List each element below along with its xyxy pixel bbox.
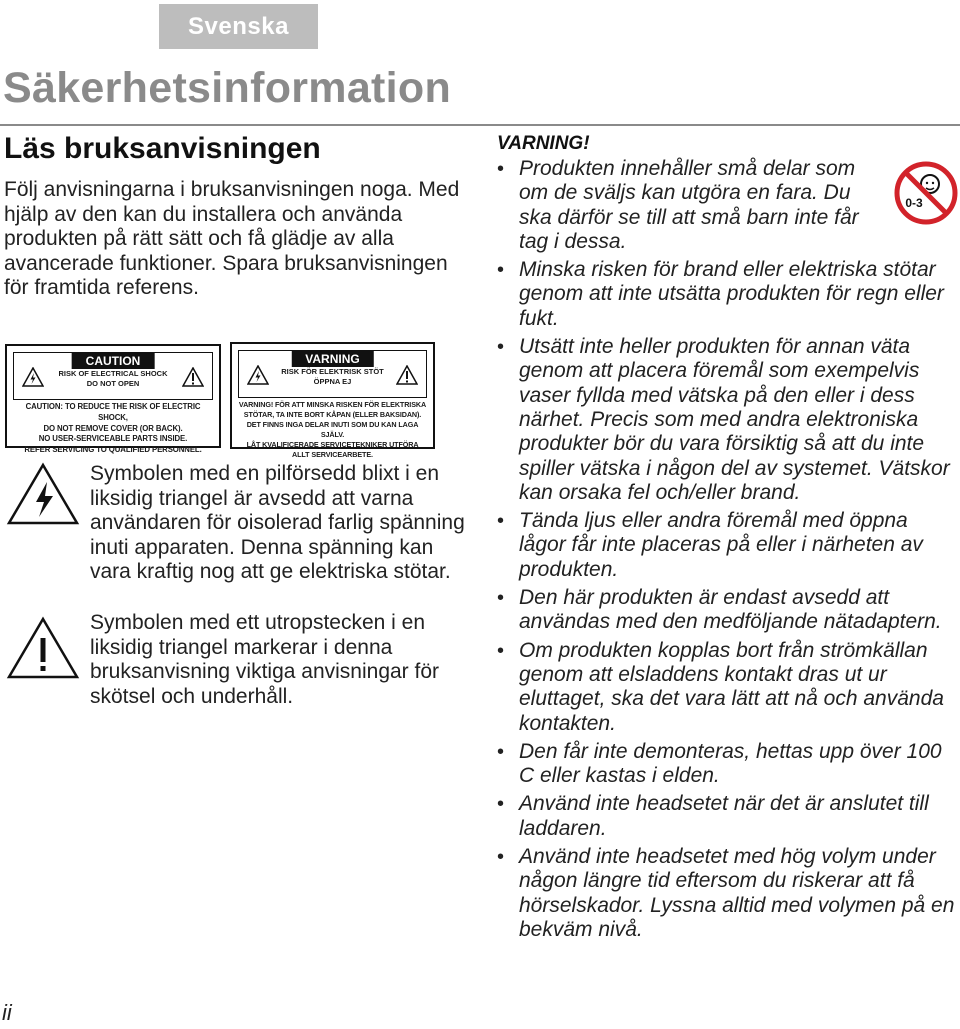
caution-label-body: CAUTION: TO REDUCE THE RISK OF ELECTRIC SHOCK, DO NOT REMOVE COVER (OR BACK). NO USER-SERVICEABLE PARTS INSIDE. REFER SERVICING TO QUALIFIED PERSONNEL. xyxy=(24,402,202,455)
varning-label-header xyxy=(238,350,427,398)
caution-label-subtext: RISK OF ELECTRICAL SHOCK DO NOT OPEN xyxy=(58,369,168,388)
varning-label-body: VARNING! FÖR ATT MINSKA RISKEN FÖR ELEKTRISKA STÖTAR, TA INTE BORT KÅPAN (ELLER BAKSIDAN). DET FINNS INGA DELAR INUTI SOM DU KAN LAGA SJÄLV. LÅT KVALIFICERADE SERVICETEKNIKER UTFÖRA ALLT SERVICEARBETE. xyxy=(238,400,427,459)
caution-label-heading: CAUTION xyxy=(72,353,155,369)
warning-list xyxy=(497,157,957,946)
varning-label-subtext: RISK FÖR ELEKTRISK STÖT ÖPPNA EJ xyxy=(281,367,384,386)
caution-label xyxy=(5,344,221,455)
caution-label-header xyxy=(13,352,213,400)
list-item: • Tända ljus eller andra föremål med öppna lågor får inte placeras på eller i närheten av produkten. xyxy=(497,509,957,582)
varning-label xyxy=(230,342,435,459)
list-item: • Produkten innehåller små delar som om de sväljs kan utgöra en fara. Du ska därför se till att små barn inte får tag i dessa. xyxy=(497,157,957,254)
warning-heading: VARNING! xyxy=(497,133,590,154)
lightning-triangle-icon xyxy=(6,462,80,526)
list-item: • Den här produkten är endast avsedd att användas med den medföljande nätadaptern. xyxy=(497,586,957,635)
language-tab: Svenska xyxy=(159,4,318,49)
exclamation-triangle-icon xyxy=(182,367,204,387)
list-item: • Använd inte headsetet med hög volym under någon längre tid eftersom du riskerar att få hörselskador. Lyssna alltid med volymen på en bekväm nivå. xyxy=(497,845,957,942)
page-number: ii xyxy=(2,1000,12,1025)
page-title: Säkerhetsinformation xyxy=(3,64,452,112)
section-heading: Läs bruksanvisningen xyxy=(4,132,321,165)
list-item: • Den får inte demonteras, hettas upp över 100 C eller kastas i elden. xyxy=(497,740,957,789)
age-icon-label: 0-3 xyxy=(905,196,923,210)
list-item: • Utsätt inte heller produkten för annan väta genom att placera föremål som exempelvis vaser fyllda med vätska på den eller i dess närhet. Precis som med andra elektroniska produkter bör du vara försiktig så att du inte spiller vätska i någon del av systemet. Vätskor kan orsaka fel och/eller brand. xyxy=(497,335,957,505)
list-item: • Om produkten kopplas bort från strömkällan genom att elsladdens kontakt dras ut ur eluttaget, ska det vara lätt att nå och använda kontakten. xyxy=(497,639,957,736)
exclamation-triangle-icon xyxy=(396,365,418,385)
list-item: • Minska risken för brand eller elektriska stötar genom att inte utsätta produkten för regn eller fukt. xyxy=(497,258,957,331)
varning-label-heading: VARNING xyxy=(291,351,373,367)
lightning-symbol-description: Symbolen med en pilförsedd blixt i en liksidig triangel är avsedd att varna användaren för oisolerad farlig spänning inuti apparaten. Denna spänning kan vara kraftig nog att ge elektriska stötar. xyxy=(90,462,465,583)
title-divider xyxy=(0,124,960,126)
intro-paragraph: Följ anvisningarna i bruksanvisningen noga. Med hjälp av den kan du installera och använda produkten på rätt sätt och få glädje av alla avancerade funktioner. Spara bruksanvisningen för framtida referens. xyxy=(4,178,460,299)
exclamation-symbol-description: Symbolen med ett utropstecken i en liksidig triangel markerar i denna bruksanvisning viktiga anvisningar för skötsel och underhåll. xyxy=(90,611,440,708)
exclamation-triangle-icon xyxy=(6,616,80,680)
list-item: • Använd inte headsetet när det är anslutet till laddaren. xyxy=(497,792,957,841)
